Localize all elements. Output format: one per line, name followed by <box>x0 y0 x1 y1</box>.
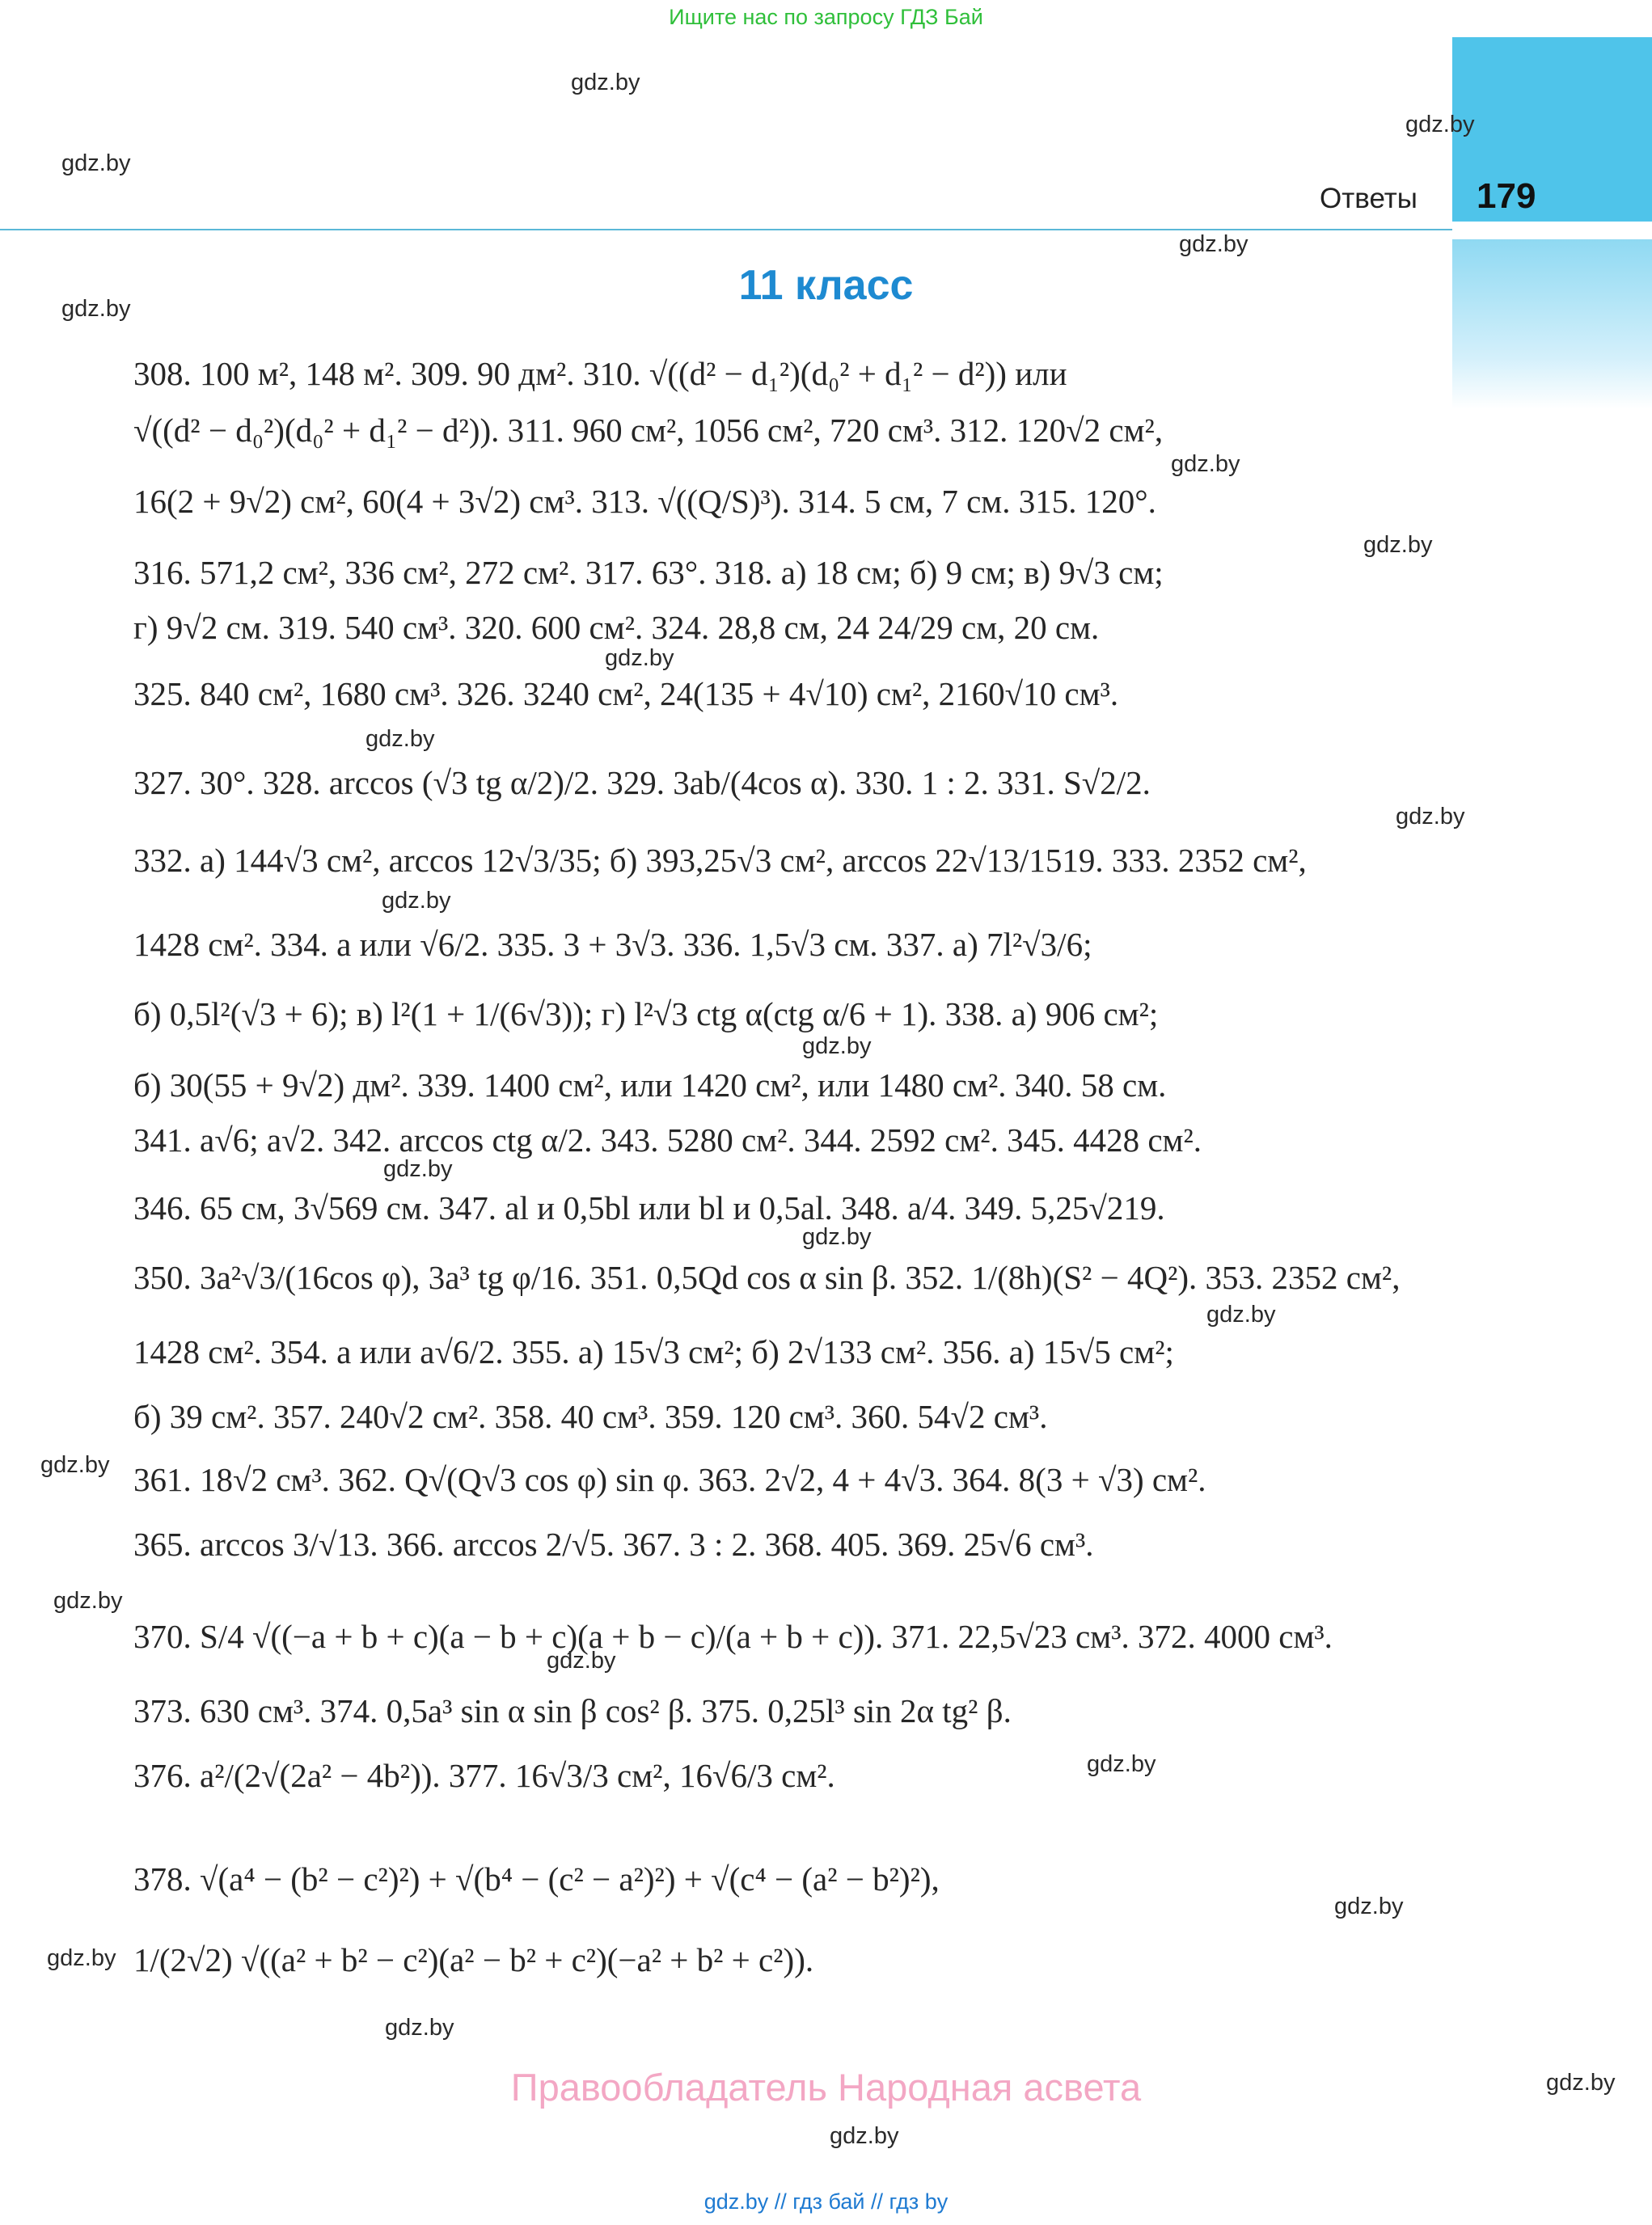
answer-line: 350. 3a²√3/(16cos φ), 3a³ tg φ/16. 351. 0,5Qd cos α sin β. 352. 1/(8h)(S² − 4Q²). 353. 2352 см², <box>133 1259 1401 1296</box>
chapter-title: 11 класс <box>738 262 914 309</box>
answer-line: √((d² − d₀²)(d₀² + d₁² − d²)). 311. 960 см², 1056 см², 720 см³. 312. 120√2 см², <box>133 412 1164 449</box>
watermark: gdz.by <box>61 150 131 176</box>
answer-line: 332. а) 144√3 см², arccos 12√3/35; б) 393,25√3 см², arccos 22√13/1519. 333. 2352 см², <box>133 842 1307 879</box>
answer-line: 365. arccos 3/√13. 366. arccos 2/√5. 367. 3 : 2. 368. 405. 369. 25√6 см³. <box>133 1526 1094 1563</box>
copyright-notice: Правообладатель Народная асвета <box>510 2066 1142 2109</box>
answer-line: 325. 840 см², 1680 см³. 326. 3240 см², 24(135 + 4√10) см², 2160√10 см³. <box>133 675 1119 712</box>
watermark: gdz.by <box>547 1648 616 1674</box>
watermark: gdz.by <box>383 1156 453 1182</box>
watermark: gdz.by <box>1396 804 1465 830</box>
watermark: gdz.by <box>61 296 131 322</box>
watermark: gdz.by <box>1334 1894 1404 1919</box>
answer-line: 16(2 + 9√2) см², 60(4 + 3√2) см³. 313. √((Q/S)³). 314. 5 см, 7 см. 315. 120°. <box>133 483 1156 520</box>
section-label: Ответы <box>1320 183 1418 214</box>
answer-line: 327. 30°. 328. arccos (√3 tg α/2)/2. 329. 3ab/(4cos α). 330. 1 : 2. 331. S√2/2. <box>133 764 1151 801</box>
answer-line: 370. S/4 √((−a + b + c)(a − b + c)(a + b − c)/(a + b + c)). 371. 22,5√23 см³. 372. 4000 см³. <box>133 1618 1333 1655</box>
watermark: gdz.by <box>830 2123 899 2149</box>
watermark: gdz.by <box>365 726 435 752</box>
watermark: gdz.by <box>1087 1751 1156 1777</box>
watermark: gdz.by <box>40 1452 110 1478</box>
watermark: gdz.by <box>47 1945 116 1971</box>
watermark: gdz.by <box>1206 1302 1276 1328</box>
answer-line: 341. a√6; a√2. 342. arccos ctg α/2. 343. 5280 см². 344. 2592 см². 345. 4428 см². <box>133 1121 1202 1159</box>
page-number: 179 <box>1477 176 1536 216</box>
answer-line: 308. 100 м², 148 м². 309. 90 дм². 310. √((d² − d₁²)(d₀² + d₁² − d²)) или <box>133 355 1067 392</box>
answer-line: 1/(2√2) √((a² + b² − c²)(a² − b² + c²)(−a² + b² + c²)). <box>133 1941 814 1978</box>
header-divider <box>0 229 1452 230</box>
answer-line: 316. 571,2 см², 336 см², 272 см². 317. 63°. 318. а) 18 см; б) 9 см; в) 9√3 см; <box>133 554 1164 591</box>
answer-line: 346. 65 см, 3√569 см. 347. al и 0,5bl или bl и 0,5al. 348. a/4. 349. 5,25√219. <box>133 1189 1165 1226</box>
watermark: gdz.by <box>385 2015 454 2041</box>
watermark: gdz.by <box>802 1224 872 1250</box>
watermark: gdz.by <box>53 1588 123 1614</box>
watermark: gdz.by <box>1179 231 1249 257</box>
watermark: gdz.by <box>571 70 640 95</box>
top-banner[interactable]: Ищите нас по запросу ГДЗ Бай <box>669 5 983 29</box>
answer-line: 378. √(a⁴ − (b² − c²)²) + √(b⁴ − (c² − a²)²) + √(c⁴ − (a² − b²)²), <box>133 1860 940 1898</box>
answer-line: 376. a²/(2√(2a² − 4b²)). 377. 16√3/3 см², 16√6/3 см². <box>133 1757 835 1794</box>
watermark: gdz.by <box>605 645 674 671</box>
answer-line: 361. 18√2 см³. 362. Q√(Q√3 cos φ) sin φ. 363. 2√2, 4 + 4√3. 364. 8(3 + √3) см². <box>133 1461 1206 1498</box>
watermark: gdz.by <box>802 1033 872 1059</box>
watermark: gdz.by <box>1363 532 1433 558</box>
answer-line: 1428 см². 334. a или √6/2. 335. 3 + 3√3. 336. 1,5√3 см. 337. а) 7l²√3/6; <box>133 926 1092 963</box>
answer-line: 1428 см². 354. a или a√6/2. 355. а) 15√3 см²; б) 2√133 см². 356. а) 15√5 см²; <box>133 1333 1174 1370</box>
watermark: gdz.by <box>1171 451 1240 477</box>
watermark: gdz.by <box>1405 112 1475 137</box>
answer-line: б) 39 см². 357. 240√2 см². 358. 40 см³. 359. 120 см³. 360. 54√2 см³. <box>133 1398 1048 1435</box>
answer-line: 373. 630 см³. 374. 0,5a³ sin α sin β cos² β. 375. 0,25l³ sin 2α tg² β. <box>133 1692 1012 1729</box>
answer-line: б) 30(55 + 9√2) дм². 339. 1400 см², или 1420 см², или 1480 см². 340. 58 см. <box>133 1066 1167 1104</box>
answer-line: г) 9√2 см. 319. 540 см³. 320. 600 см². 324. 28,8 см, 24 24/29 см, 20 см. <box>133 609 1100 646</box>
watermark: gdz.by <box>1546 2070 1616 2096</box>
watermark: gdz.by <box>382 888 451 914</box>
answer-line: б) 0,5l²(√3 + 6); в) l²(1 + 1/(6√3)); г) l²√3 ctg α(ctg α/6 + 1). 338. а) 906 см²; <box>133 995 1159 1032</box>
footer-links[interactable]: gdz.by // гдз бай // гдз by <box>703 2189 949 2214</box>
